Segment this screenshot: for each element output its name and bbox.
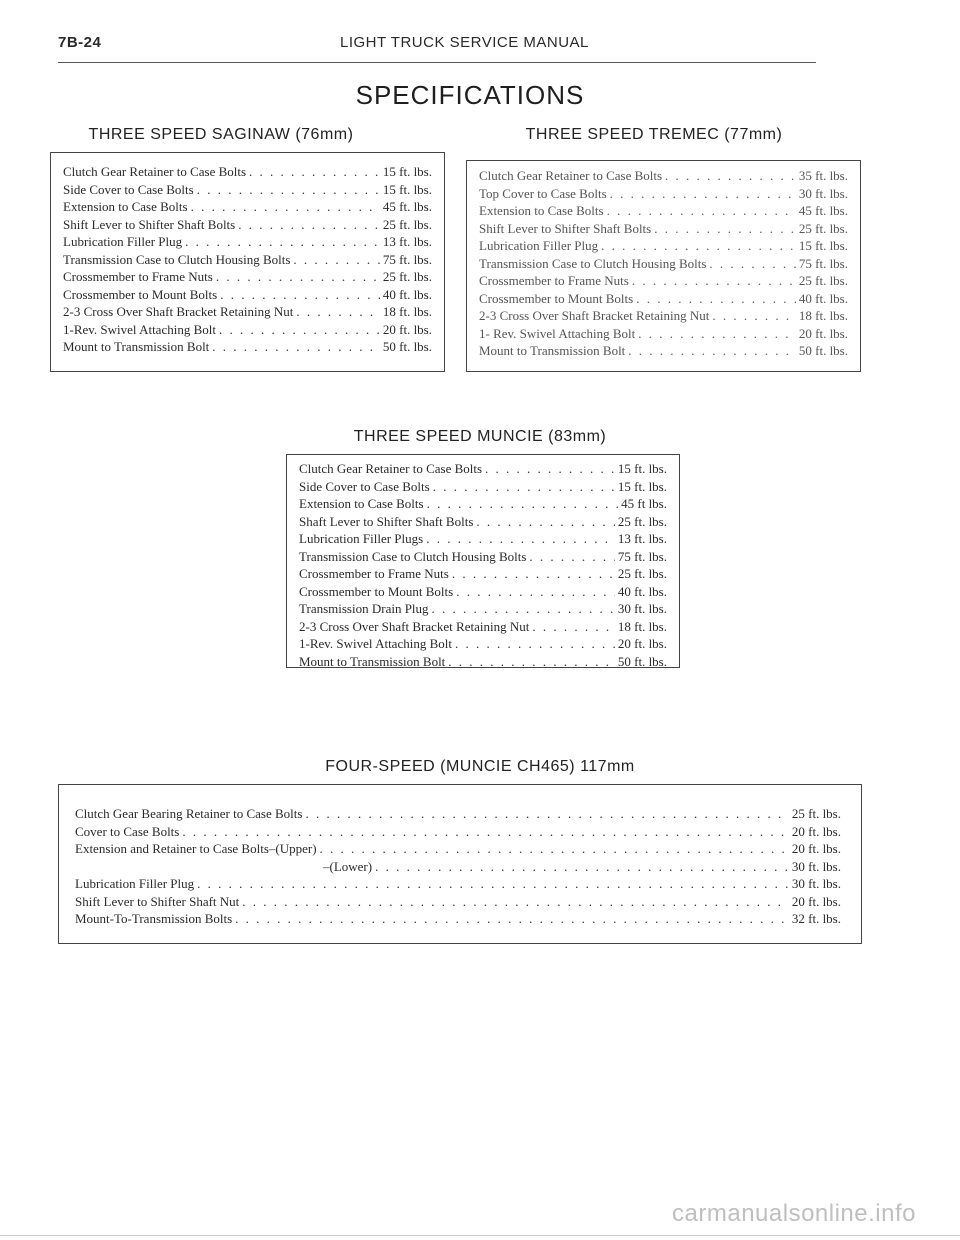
leader-dots: [455, 635, 615, 653]
spec-row: [63, 233, 432, 251]
leader-dots: [242, 893, 789, 911]
leader-dots: [665, 167, 796, 185]
leader-dots: [249, 163, 380, 181]
spec-label: Extension to Case Bolts: [299, 496, 424, 511]
spec-value: 45 ft. lbs.: [382, 199, 432, 214]
spec-label: Crossmember to Frame Nuts: [479, 273, 629, 288]
saginaw-heading: THREE SPEED SAGINAW (76mm): [88, 126, 354, 143]
leader-dots: [654, 220, 796, 238]
leader-dots: [375, 858, 789, 876]
spec-value: 25 ft. lbs.: [382, 216, 432, 232]
spec-label: Crossmember to Frame Nuts: [299, 566, 449, 581]
spec-label: Extension and Retainer to Case Bolts–(Upper): [75, 841, 317, 856]
spec-row: [63, 251, 432, 269]
spec-label: Shift Lever to Shifter Shaft Bolts: [479, 220, 652, 236]
spec-label: Lubrication Filler Plug: [63, 234, 183, 249]
muncie-heading: THREE SPEED MUNCIE (83mm): [353, 428, 607, 445]
spec-label: 1-Rev. Swivel Attaching Bolt: [63, 321, 216, 337]
spec-label: Crossmember to Mount Bolts: [299, 583, 454, 599]
spec-label: Shaft Lever to Shifter Shaft Bolts: [299, 513, 474, 529]
spec-value: 15 ft. lbs.: [798, 238, 848, 253]
spec-value: 20 ft. lbs.: [791, 893, 841, 909]
spec-row: [299, 495, 667, 513]
spec-row: [63, 216, 432, 234]
leader-dots: [238, 216, 380, 234]
spec-label: Extension to Case Bolts: [63, 199, 188, 214]
page-number: 7B-24: [58, 34, 102, 51]
spec-label: Transmission Drain Plug: [299, 601, 429, 616]
spec-value: 20 ft. lbs.: [798, 325, 848, 341]
spec-value: 18 ft. lbs.: [798, 308, 848, 323]
spec-label: Extension to Case Bolts: [479, 203, 604, 218]
spec-value: 20 ft. lbs.: [617, 636, 667, 651]
spec-value: 13 ft. lbs.: [382, 234, 432, 249]
spec-row: [479, 202, 848, 220]
spec-label: Crossmember to Frame Nuts: [63, 269, 213, 284]
leader-dots: [197, 181, 380, 199]
saginaw-spec-table: [50, 152, 445, 372]
spec-label: Lubrication Filler Plug: [479, 238, 599, 253]
spec-label: –(Lower): [323, 858, 373, 874]
spec-value: 75 ft. lbs.: [617, 548, 667, 564]
spec-row: [63, 268, 432, 286]
spec-value: 25 ft. lbs.: [798, 220, 848, 236]
spec-value: 30 ft. lbs.: [798, 185, 848, 201]
spec-value: 15 ft. lbs.: [382, 181, 432, 197]
spec-row: [479, 167, 848, 185]
spec-value: 40 ft. lbs.: [617, 583, 667, 599]
page-title: SPECIFICATIONS: [355, 80, 585, 110]
spec-row: [75, 840, 841, 858]
spec-value: 30 ft. lbs.: [791, 876, 841, 891]
spec-row: [299, 653, 667, 671]
leader-dots: [433, 478, 615, 496]
spec-label: Clutch Gear Bearing Retainer to Case Bolts: [75, 806, 303, 821]
spec-row: [63, 338, 432, 356]
leader-dots: [601, 237, 796, 255]
leader-dots: [235, 910, 789, 928]
spec-value: 18 ft. lbs.: [382, 304, 432, 319]
spec-value: 20 ft. lbs.: [382, 321, 432, 337]
spec-row: [479, 255, 848, 273]
spec-row: [299, 513, 667, 531]
spec-value: 20 ft. lbs.: [791, 841, 841, 856]
spec-row: [75, 893, 841, 911]
spec-row: [299, 565, 667, 583]
spec-value: 30 ft. lbs.: [617, 601, 667, 616]
leader-dots: [426, 530, 615, 548]
leader-dots: [191, 198, 380, 216]
spec-row: [75, 823, 841, 841]
leader-dots: [216, 268, 380, 286]
muncie-spec-table: [286, 454, 680, 668]
spec-row: [479, 220, 848, 238]
spec-row: [63, 163, 432, 181]
leader-dots: [607, 202, 796, 220]
leader-dots: [476, 513, 614, 531]
leader-dots: [293, 251, 379, 269]
leader-dots: [432, 600, 615, 618]
spec-label: Transmission Case to Clutch Housing Bolts: [479, 255, 707, 271]
spec-value: 25 ft. lbs.: [617, 566, 667, 581]
spec-value: 50 ft. lbs.: [798, 343, 848, 358]
footer-line: [0, 1235, 960, 1236]
leader-dots: [636, 290, 796, 308]
leader-dots: [427, 495, 619, 513]
spec-row: [479, 307, 848, 325]
spec-label: Mount-To-Transmission Bolts: [75, 911, 233, 926]
spec-label: Cover to Case Bolts: [75, 823, 180, 839]
spec-value: 20 ft. lbs.: [791, 823, 841, 839]
spec-label: 1-Rev. Swivel Attaching Bolt: [299, 636, 452, 651]
leader-dots: [632, 272, 796, 290]
spec-value: 25 ft. lbs.: [382, 269, 432, 284]
spec-value: 32 ft. lbs.: [791, 911, 841, 926]
leader-dots: [456, 583, 615, 601]
leader-dots: [610, 185, 796, 203]
leader-dots: [452, 565, 615, 583]
spec-row: [479, 237, 848, 255]
spec-label: Clutch Gear Retainer to Case Bolts: [63, 164, 247, 179]
leader-dots: [220, 286, 380, 304]
spec-value: 45 ft. lbs.: [798, 203, 848, 218]
tremec-heading: THREE SPEED TREMEC (77mm): [525, 126, 783, 143]
spec-row: [479, 342, 848, 360]
spec-label: Shift Lever to Shifter Shaft Nut: [75, 893, 240, 909]
spec-label: Clutch Gear Retainer to Case Bolts: [299, 461, 483, 476]
spec-row: [63, 303, 432, 321]
leader-dots: [628, 342, 796, 360]
spec-value: 45 ft lbs.: [621, 496, 667, 511]
spec-row: [299, 600, 667, 618]
spec-label: Transmission Case to Clutch Housing Bolts: [299, 548, 527, 564]
spec-value: 50 ft. lbs.: [382, 339, 432, 354]
leader-dots: [448, 653, 615, 671]
spec-row: [63, 321, 432, 339]
spec-row: [75, 858, 841, 876]
spec-value: 30 ft. lbs.: [791, 858, 841, 874]
spec-value: 35 ft. lbs.: [798, 168, 848, 183]
spec-value: 25 ft. lbs.: [791, 806, 841, 821]
spec-value: 50 ft. lbs.: [617, 653, 667, 669]
spec-value: 75 ft. lbs.: [798, 255, 848, 271]
four-speed-heading: FOUR-SPEED (MUNCIE CH465) 117mm: [325, 758, 635, 775]
leader-dots: [197, 875, 789, 893]
spec-row: [479, 185, 848, 203]
spec-value: 25 ft. lbs.: [798, 273, 848, 288]
spec-row: [479, 272, 848, 290]
spec-row: [75, 910, 841, 928]
spec-row: [75, 805, 841, 823]
spec-label: Mount to Transmission Bolt: [63, 339, 210, 354]
leader-dots: [219, 321, 380, 339]
spec-label: Lubrication Filler Plugs: [299, 531, 424, 546]
spec-value: 40 ft. lbs.: [798, 290, 848, 306]
spec-value: 13 ft. lbs.: [617, 531, 667, 546]
spec-label: 2-3 Cross Over Shaft Bracket Retaining Nut: [479, 308, 710, 323]
spec-label: 1- Rev. Swivel Attaching Bolt: [479, 325, 636, 341]
spec-value: 15 ft. lbs.: [617, 461, 667, 476]
spec-row: [299, 478, 667, 496]
tremec-spec-table: [466, 160, 861, 372]
spec-label: Crossmember to Mount Bolts: [479, 290, 634, 306]
spec-value: 15 ft. lbs.: [617, 478, 667, 494]
four-speed-spec-table: [58, 784, 862, 944]
spec-label: Transmission Case to Clutch Housing Bolts: [63, 251, 291, 267]
spec-label: Clutch Gear Retainer to Case Bolts: [479, 168, 663, 183]
spec-row: [63, 181, 432, 199]
leader-dots: [712, 307, 796, 325]
spec-value: 25 ft. lbs.: [617, 513, 667, 529]
spec-row: [479, 290, 848, 308]
leader-dots: [485, 460, 615, 478]
spec-row: [299, 583, 667, 601]
spec-row: [63, 198, 432, 216]
spec-label: Mount to Transmission Bolt: [479, 343, 626, 358]
leader-dots: [182, 823, 789, 841]
spec-row: [299, 530, 667, 548]
spec-row: [479, 325, 848, 343]
spec-label: Lubrication Filler Plug: [75, 876, 195, 891]
page-header: [58, 30, 816, 63]
watermark: carmanualsonline.info: [672, 1200, 916, 1227]
spec-value: 75 ft. lbs.: [382, 251, 432, 267]
leader-dots: [320, 840, 789, 858]
leader-dots: [305, 805, 788, 823]
spec-label: 2-3 Cross Over Shaft Bracket Retaining Nut: [63, 304, 294, 319]
leader-dots: [185, 233, 380, 251]
spec-label: Top Cover to Case Bolts: [479, 185, 607, 201]
spec-label: 2-3 Cross Over Shaft Bracket Retaining Nut: [299, 618, 530, 634]
spec-row: [299, 548, 667, 566]
spec-label: Side Cover to Case Bolts: [63, 181, 194, 197]
leader-dots: [529, 548, 614, 566]
spec-value: 15 ft. lbs.: [382, 164, 432, 179]
spec-value: 18 ft. lbs.: [617, 618, 667, 634]
spec-row: [299, 618, 667, 636]
spec-row: [75, 875, 841, 893]
spec-label: Mount to Transmission Bolt: [299, 653, 446, 669]
spec-row: [63, 286, 432, 304]
spec-label: Side Cover to Case Bolts: [299, 478, 430, 494]
spec-row: [299, 460, 667, 478]
leader-dots: [709, 255, 795, 273]
spec-value: 40 ft. lbs.: [382, 286, 432, 302]
manual-title: LIGHT TRUCK SERVICE MANUAL: [340, 34, 589, 51]
leader-dots: [212, 338, 380, 356]
spec-label: Shift Lever to Shifter Shaft Bolts: [63, 216, 236, 232]
leader-dots: [296, 303, 380, 321]
spec-row: [299, 635, 667, 653]
spec-label: Crossmember to Mount Bolts: [63, 286, 218, 302]
leader-dots: [532, 618, 615, 636]
leader-dots: [638, 325, 796, 343]
